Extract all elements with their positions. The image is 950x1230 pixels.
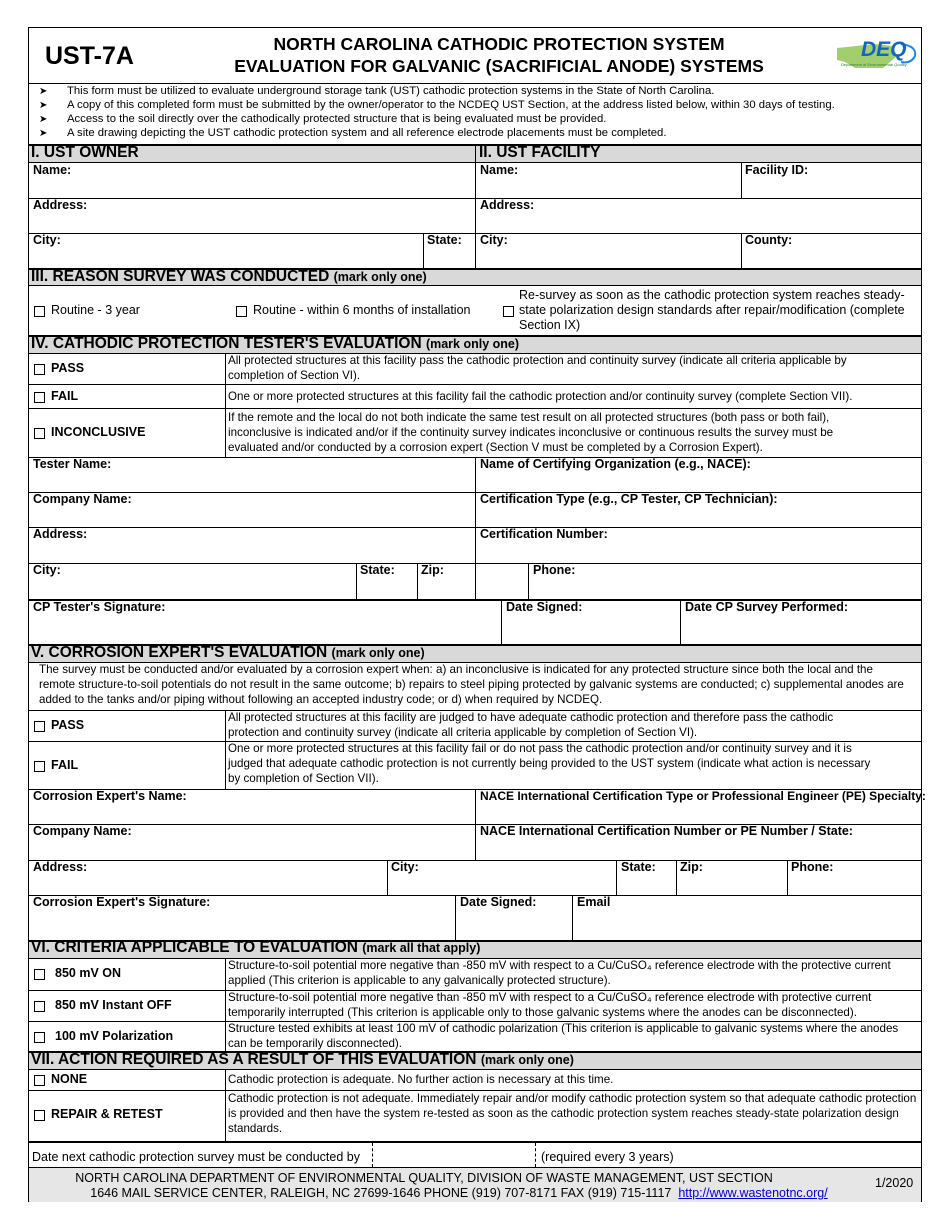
next-survey-date-field[interactable] xyxy=(372,1143,536,1167)
tester-name-field[interactable] xyxy=(29,457,475,492)
facility-city-label: City: xyxy=(480,233,508,247)
arrow-bullet-icon: ➤ xyxy=(39,86,48,97)
facility-address-label: Address: xyxy=(480,198,535,212)
expert-date-signed-field[interactable] xyxy=(456,895,572,940)
footer-address: 1646 MAIL SERVICE CENTER, RALEIGH, NC 27699-1646 PHONE (919) 707-8171 FAX (919) 715-1117 xyxy=(90,1186,672,1200)
expert-email-label: Email xyxy=(577,895,611,909)
tester-inconclusive-desc-l2: inconclusive is indicated and/or if the continuity survey indicates inconclusive or continuous results the survey must be xyxy=(228,426,834,439)
owner-address-field[interactable] xyxy=(29,198,475,233)
resurvey-checkbox[interactable] xyxy=(503,306,514,317)
tester-inconclusive-checkbox[interactable] xyxy=(34,428,45,439)
section-5-title: V. CORROSION EXPERT'S EVALUATION (mark only one) xyxy=(31,644,425,661)
logo-caption: Department of Environmental Quality xyxy=(841,62,907,67)
section-2-title: II. UST FACILITY xyxy=(479,144,601,161)
expert-date-signed-label: Date Signed: xyxy=(460,895,537,909)
850mv-on-desc-l1: Structure-to-soil potential more negative than -850 mV with respect to a Cu/CuSO₄ reference electrode with the protective current xyxy=(228,959,891,972)
100mv-polarization-desc-l1: Structure tested exhibits at least 100 mV of cathodic polarization (This criterion is applicable to galvanic systems where the anodes xyxy=(228,1022,899,1035)
logo-text: DEQ xyxy=(861,38,907,61)
next-survey-label: Date next cathodic protection survey must be conducted by xyxy=(32,1150,360,1164)
form-title-line1: NORTH CAROLINA CATHODIC PROTECTION SYSTEM xyxy=(273,34,725,54)
cert-number-label: Certification Number: xyxy=(480,527,608,541)
expert-company-field[interactable] xyxy=(29,824,475,860)
action-none-checkbox[interactable] xyxy=(34,1075,45,1086)
850mv-instant-off-desc-l1: Structure-to-soil potential more negative than -850 mV with respect to a Cu/CuSO₄ reference electrode with protective current xyxy=(228,991,872,1004)
cert-org-field[interactable] xyxy=(476,457,921,492)
cp-survey-date-label: Date CP Survey Performed: xyxy=(685,600,849,614)
850mv-on-desc-l2: applied (This criterion is applicable to any galvanically protected structure). xyxy=(228,974,611,987)
850mv-instant-off-label: 850 mV Instant OFF xyxy=(55,998,172,1012)
nace-number-label: NACE International Certification Number or PE Number / State: xyxy=(480,824,853,838)
expert-intro-l2: remote structure-to-soil potentials do not result in the same outcome; b) repairs to steel piping protected by galvanic systems are conducted; c) supplemental anodes are xyxy=(39,678,904,691)
facility-name-label: Name: xyxy=(480,163,519,177)
850mv-instant-off-checkbox[interactable] xyxy=(34,1001,45,1012)
tester-pass-checkbox[interactable] xyxy=(34,364,45,375)
tester-signature-label: CP Tester's Signature: xyxy=(33,600,166,614)
form-id: UST-7A xyxy=(45,42,134,70)
expert-zip-field[interactable] xyxy=(677,860,787,895)
expert-fail-desc-l1: One or more protected structures at this facility fail or do not pass the cathodic protection and/or continuity survey and it is xyxy=(228,742,852,755)
tester-inconclusive-desc-l3: evaluated and/or conducted by a corrosion expert (Section V must be completed by a Corrosion Expert). xyxy=(228,441,763,454)
expert-intro-l3: added to the tanks and/or piping without following an accepted industry code; or d) when required by NCDEQ. xyxy=(39,693,603,706)
cert-org-label: Name of Certifying Organization (e.g., NACE): xyxy=(480,457,751,471)
facility-id-label: Facility ID: xyxy=(745,163,809,177)
expert-pass-checkbox[interactable] xyxy=(34,721,45,732)
cert-type-label: Certification Type (e.g., CP Tester, CP Technician): xyxy=(480,492,778,506)
cert-number-field[interactable] xyxy=(476,527,921,563)
next-survey-note: (required every 3 years) xyxy=(541,1150,674,1164)
arrow-bullet-icon: ➤ xyxy=(39,128,48,139)
repair-retest-desc-l1: Cathodic protection is not adequate. Immediately repair and/or modify cathodic protection system so that adequate cathodic protection xyxy=(228,1092,917,1105)
expert-state-field[interactable] xyxy=(617,860,676,895)
tester-address-label: Address: xyxy=(33,527,88,541)
form-title-line2: EVALUATION FOR GALVANIC (SACRIFICIAL ANODE) SYSTEMS xyxy=(234,56,764,76)
tester-date-signed-label: Date Signed: xyxy=(506,600,583,614)
expert-address-label: Address: xyxy=(33,860,88,874)
facility-id-field[interactable] xyxy=(742,163,921,198)
expert-address-field[interactable] xyxy=(29,860,387,895)
routine-6-months-label: Routine - within 6 months of installation xyxy=(253,303,471,317)
850mv-instant-off-desc-l2: temporarily interrupted (This criterion is applicable only to those galvanic systems where the anodes can be disconnected). xyxy=(228,1006,857,1019)
850mv-on-label: 850 mV ON xyxy=(55,966,122,980)
nace-number-field[interactable] xyxy=(476,824,921,860)
resurvey-label-l1: Re-survey as soon as the cathodic protection system reaches steady- xyxy=(519,288,905,302)
expert-intro-l1: The survey must be conducted and/or evaluated by a corrosion expert when: a) an inconclusive is indicated for any protected structure since both the local and the xyxy=(39,663,873,676)
tester-zip-label: Zip: xyxy=(421,563,444,577)
arrow-bullet-icon: ➤ xyxy=(39,100,48,111)
section-7-title: VII. ACTION REQUIRED AS A RESULT OF THIS EVALUATION (mark only one) xyxy=(31,1051,574,1068)
tester-city-label: City: xyxy=(33,563,61,577)
expert-fail-checkbox[interactable] xyxy=(34,761,45,772)
100mv-polarization-checkbox[interactable] xyxy=(34,1032,45,1043)
expert-pass-desc-l1: All protected structures at this facility are judged to have adequate cathodic protection and therefore pass the cathodic xyxy=(228,711,834,724)
expert-company-label: Company Name: xyxy=(33,824,132,838)
expert-name-label: Corrosion Expert's Name: xyxy=(33,789,187,803)
form-revision: 1/2020 xyxy=(875,1176,914,1190)
repair-retest-desc-l2: is provided and then have the system re-tested as soon as the cathodic protection system reaches steady-state polarization design xyxy=(228,1107,899,1120)
expert-signature-field[interactable] xyxy=(29,895,455,940)
expert-pass-label: PASS xyxy=(51,718,85,732)
resurvey-label-l3: Section IX) xyxy=(519,318,581,332)
tester-inconclusive-desc-l1: If the remote and the local do not both indicate the same test result on all protected structures (both pass or both fail), xyxy=(228,411,830,424)
owner-city-field[interactable] xyxy=(29,233,423,268)
expert-city-field[interactable] xyxy=(388,860,616,895)
facility-county-label: County: xyxy=(745,233,793,247)
repair-retest-checkbox[interactable] xyxy=(34,1110,45,1121)
routine-6-months-checkbox[interactable] xyxy=(236,306,247,317)
cert-type-field[interactable] xyxy=(476,492,921,527)
owner-city-label: City: xyxy=(33,233,61,247)
owner-name-label: Name: xyxy=(33,163,72,177)
routine-3-year-label: Routine - 3 year xyxy=(51,303,140,317)
tester-inconclusive-label: INCONCLUSIVE xyxy=(51,425,146,439)
tester-fail-desc: One or more protected structures at this facility fail the cathodic protection and/or continuity survey (complete Section VII). xyxy=(228,390,853,403)
footer-line1: NORTH CAROLINA DEPARTMENT OF ENVIRONMENTAL QUALITY, DIVISION OF WASTE MANAGEMENT, UST SECTION xyxy=(75,1171,773,1185)
expert-signature-label: Corrosion Expert's Signature: xyxy=(33,895,211,909)
tester-address-field[interactable] xyxy=(29,527,475,563)
tester-state-field[interactable] xyxy=(357,563,417,599)
expert-name-field[interactable] xyxy=(29,789,475,824)
instruction-item: A copy of this completed form must be submitted by the owner/operator to the NCDEQ UST Section, at the address listed below, within 30 days of testing. xyxy=(67,99,835,111)
cp-survey-date-field[interactable] xyxy=(681,600,921,644)
section-6-title: VI. CRITERIA APPLICABLE TO EVALUATION (mark all that apply) xyxy=(31,939,481,956)
tester-phone-label: Phone: xyxy=(533,563,576,577)
tester-company-label: Company Name: xyxy=(33,492,132,506)
tester-fail-label: FAIL xyxy=(51,389,79,403)
nace-type-label: NACE International Certification Type or Professional Engineer (PE) Specialty: xyxy=(480,789,926,803)
expert-email-field[interactable] xyxy=(573,895,921,940)
instruction-item: Access to the soil directly over the cathodically protected structure that is being evaluated must be provided. xyxy=(67,113,607,125)
routine-3-year-checkbox[interactable] xyxy=(34,306,45,317)
expert-pass-desc-l2: protection and continuity survey (indicate all criteria applicable by completion of Section VI). xyxy=(228,726,698,739)
section-3-title: III. REASON SURVEY WAS CONDUCTED (mark only one) xyxy=(31,268,427,285)
tester-signature-field[interactable] xyxy=(29,600,501,644)
arrow-bullet-icon: ➤ xyxy=(39,114,48,125)
repair-retest-desc-l3: standards. xyxy=(228,1122,283,1135)
expert-phone-label: Phone: xyxy=(791,860,834,874)
tester-date-signed-field[interactable] xyxy=(502,600,680,644)
action-none-label: NONE xyxy=(51,1072,88,1086)
instruction-item: This form must be utilized to evaluate underground storage tank (UST) cathodic protection systems in the State of North Carolina. xyxy=(67,85,715,97)
tester-zip-field[interactable] xyxy=(418,563,528,599)
tester-pass-desc-l2: completion of Section VI). xyxy=(228,369,361,382)
expert-fail-desc-l3: by completion of Section VII). xyxy=(228,772,379,785)
facility-city-field[interactable] xyxy=(476,233,741,268)
facility-county-field[interactable] xyxy=(742,233,921,268)
owner-state-field[interactable] xyxy=(424,233,475,268)
footer-line2 xyxy=(29,1186,889,1200)
ust-7a-form xyxy=(28,27,926,1202)
section-4-title: IV. CATHODIC PROTECTION TESTER'S EVALUATION (mark only one) xyxy=(31,335,520,352)
repair-retest-label: REPAIR & RETEST xyxy=(51,1107,163,1121)
resurvey-label-l2: state polarization design standards after repair/modification (complete xyxy=(519,303,905,317)
owner-state-label: State: xyxy=(427,233,462,247)
tester-state-label: State: xyxy=(360,563,395,577)
expert-fail-label: FAIL xyxy=(51,758,79,772)
tester-pass-desc-l1: All protected structures at this facility pass the cathodic protection and continuity survey (indicate all criteria applicable by xyxy=(228,354,847,367)
expert-zip-label: Zip: xyxy=(680,860,703,874)
facility-name-field[interactable] xyxy=(476,163,741,198)
tester-pass-label: PASS xyxy=(51,361,85,375)
tester-fail-checkbox[interactable] xyxy=(34,392,45,403)
expert-city-label: City: xyxy=(391,860,419,874)
section-1-title: I. UST OWNER xyxy=(31,144,139,161)
tester-company-field[interactable] xyxy=(29,492,475,527)
deq-logo xyxy=(835,38,919,72)
expert-fail-desc-l2: judged that adequate cathodic protection is not currently being provided to the UST system (indicate what action is necessary xyxy=(228,757,871,770)
tester-name-label: Tester Name: xyxy=(33,457,112,471)
nace-type-field[interactable] xyxy=(476,789,921,824)
tester-phone-field[interactable] xyxy=(529,563,921,599)
owner-address-label: Address: xyxy=(33,198,88,212)
facility-address-field[interactable] xyxy=(476,198,921,233)
expert-phone-field[interactable] xyxy=(788,860,921,895)
owner-name-field[interactable] xyxy=(29,163,475,198)
instruction-item: A site drawing depicting the UST cathodic protection system and all reference electrode placements must be completed. xyxy=(67,127,667,139)
100mv-polarization-desc-l2: can be temporarily disconnected). xyxy=(228,1037,402,1050)
100mv-polarization-label: 100 mV Polarization xyxy=(55,1029,174,1043)
tester-city-field[interactable] xyxy=(29,563,356,599)
action-none-desc: Cathodic protection is adequate. No further action is necessary at this time. xyxy=(228,1073,614,1086)
850mv-on-checkbox[interactable] xyxy=(34,969,45,980)
footer-website-link[interactable]: http://www.wastenotnc.org/ xyxy=(678,1186,828,1200)
expert-state-label: State: xyxy=(621,860,656,874)
